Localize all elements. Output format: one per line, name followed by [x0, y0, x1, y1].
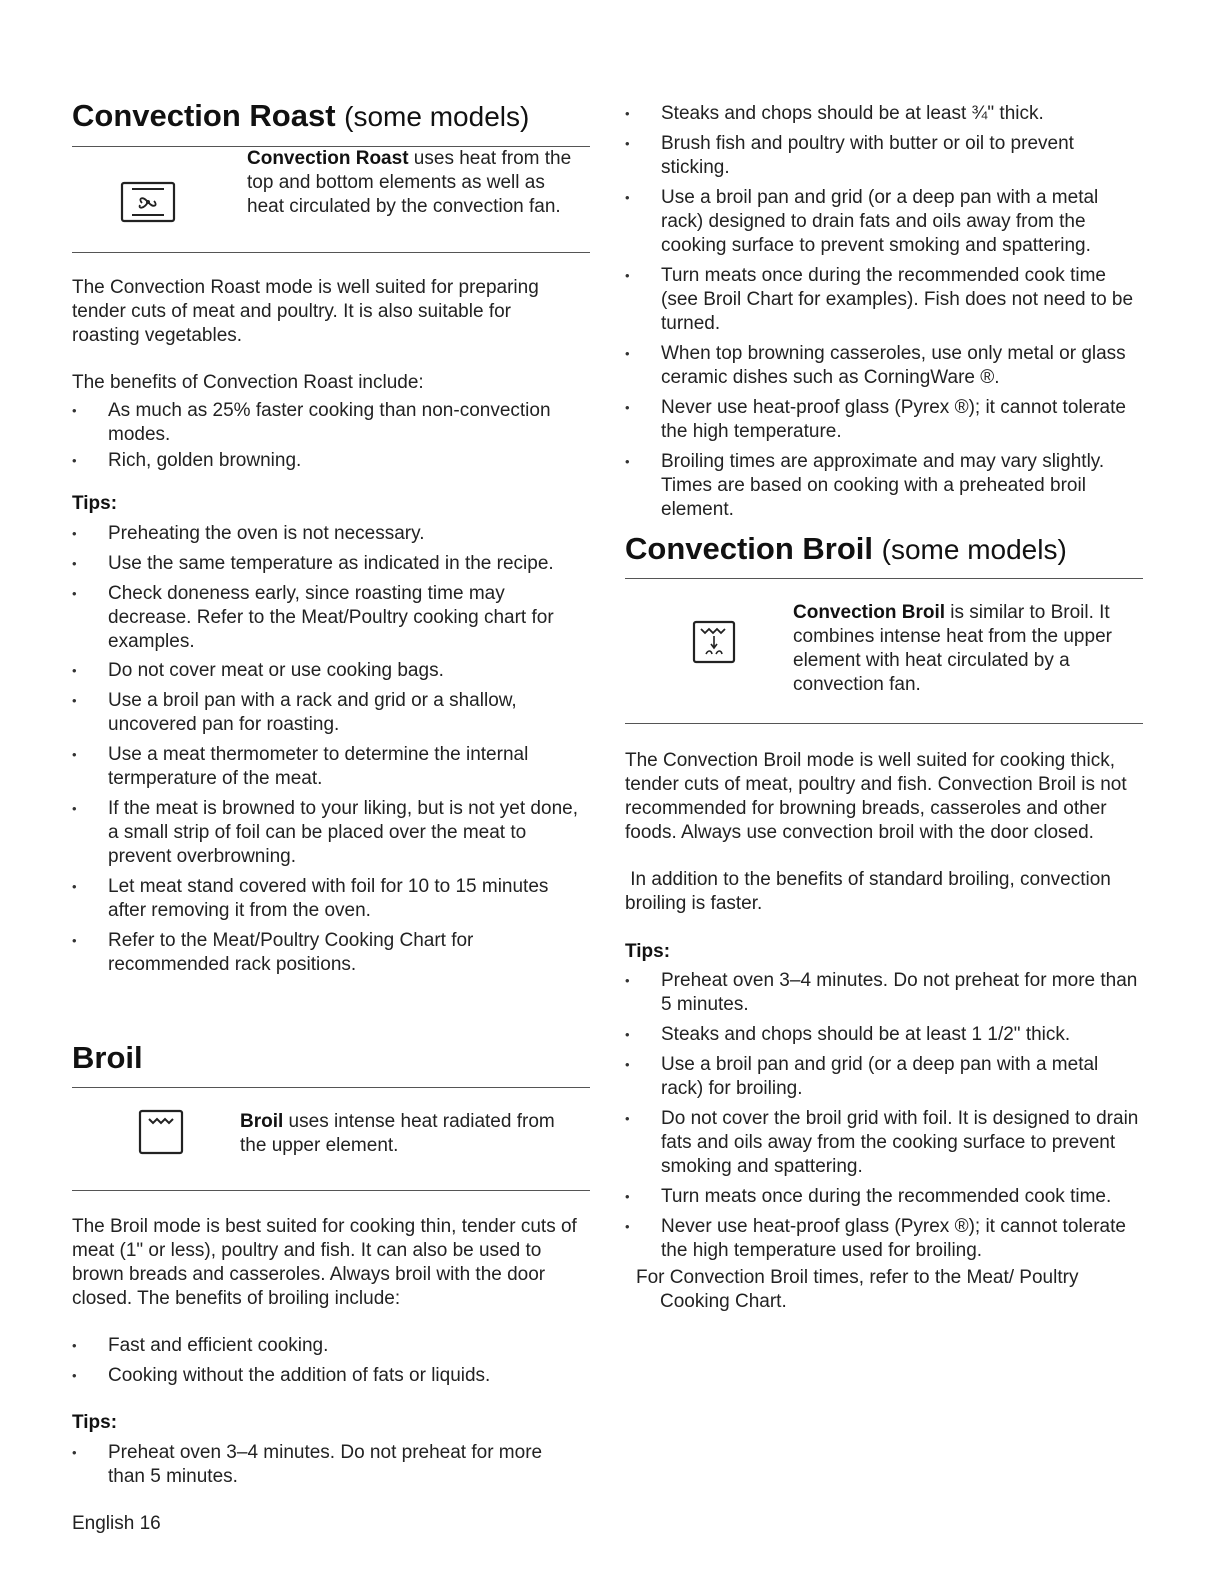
list-item: • Brush fish and poultry with butter or oil to prevent sticking.: [625, 132, 1143, 180]
list-item: • When top browning casseroles, use only metal or glass ceramic dishes such as CorningWare ®.: [625, 342, 1143, 390]
list-item: • Steaks and chops should be at least ¾" thick.: [625, 102, 1143, 126]
heading-qualifier: (some models): [881, 534, 1067, 565]
divider: [625, 578, 1143, 579]
tips-label: Tips:: [72, 1412, 118, 1433]
list-item: • Use the same temperature as indicated in the recipe.: [72, 552, 590, 576]
convection-broil-intro: The Convection Broil mode is well suited for cooking thick, tender cuts of meat, poultry and fish. Convection Broil is not recommended for browning breads, casseroles and other foods. Always use convection broil with the door closed.: [625, 750, 1127, 843]
broil-icon: [138, 1109, 184, 1155]
tips-list: [72, 522, 590, 977]
convection-roast-icon: [120, 181, 176, 223]
list-item: • Cooking without the addition of fats or liquids.: [72, 1364, 590, 1388]
list-item: • Preheat oven 3–4 minutes. Do not preheat for more than 5 minutes.: [72, 1441, 570, 1489]
convection-roast-intro: The Convection Roast mode is well suited for preparing tender cuts of meat and poultry. It is also suitable for roasting vegetables.: [72, 277, 539, 346]
list-item: • Turn meats once during the recommended cook time (see Broil Chart for examples). Fish does not need to be turned.: [625, 264, 1143, 336]
list-item: • Do not cover meat or use cooking bags.: [72, 659, 590, 683]
heading-qualifier: (some models): [344, 101, 530, 132]
convection-broil-tips-list: [625, 969, 1143, 1263]
list-item: • Preheating the oven is not necessary.: [72, 522, 590, 546]
convection-broil-icon: [692, 620, 736, 664]
divider: [72, 1087, 590, 1088]
convection-broil-heading: Convection Broil (some models): [625, 531, 1067, 566]
tips-label: Tips:: [72, 493, 118, 514]
list-item: • Do not cover the broil grid with foil. It is designed to drain fats and oils away from the cooking surface to prevent smoking and spattering.: [625, 1107, 1143, 1179]
broil-benefits-list: [72, 1334, 590, 1388]
list-item: • Never use heat-proof glass (Pyrex ®); it cannot tolerate the high temperature.: [625, 396, 1143, 444]
list-item: • Use a meat thermometer to determine the internal termperature of the meat.: [72, 743, 590, 791]
list-item: • Steaks and chops should be at least 1 1/2" thick.: [625, 1023, 1143, 1047]
broil-tips-continued: [625, 102, 1143, 522]
convection-broil-closing: For Convection Broil times, refer to the Meat/ Poultry Cooking Chart.: [636, 1267, 1079, 1312]
broil-tips-list: [72, 1441, 570, 1489]
list-item: • Check doneness early, since roasting time may decrease. Refer to the Meat/Poultry cooking chart for examples.: [72, 582, 590, 654]
page-footer: English 16: [72, 1513, 161, 1534]
divider: [72, 252, 590, 253]
convection-broil-addition: In addition to the benefits of standard broiling, convection broiling is faster.: [625, 869, 1117, 914]
list-item: • Use a broil pan and grid (or a deep pan with a metal rack) designed to drain fats and oils away from the cooking surface to prevent smoking and spattering.: [625, 186, 1143, 258]
benefits-list: [72, 399, 580, 473]
convection-roast-heading: Convection Roast (some models): [72, 98, 530, 133]
list-item: • Fast and efficient cooking.: [72, 1334, 590, 1358]
convection-roast-description: Convection Roast uses heat from the top and bottom elements as well as heat circulated by the convection fan.: [247, 148, 572, 217]
divider: [625, 723, 1143, 724]
list-item: • If the meat is browned to your liking, but is not yet done, a small strip of foil can be placed over the meat to prevent overbrowning.: [72, 797, 590, 869]
list-item: • Broiling times are approximate and may vary slightly. Times are based on cooking with a preheated broil element.: [625, 450, 1143, 522]
tips-label: Tips:: [625, 941, 671, 962]
list-item: • Refer to the Meat/Poultry Cooking Chart for recommended rack positions.: [72, 929, 590, 977]
list-item: • Preheat oven 3–4 minutes. Do not preheat for more than 5 minutes.: [625, 969, 1143, 1017]
broil-intro: The Broil mode is best suited for cooking thin, tender cuts of meat (1" or less), poultry and fish. It can also be used to brown breads and casseroles. Always broil with the door closed. The benefits of broiling include:: [72, 1216, 577, 1309]
list-item: • As much as 25% faster cooking than non-convection modes.: [72, 399, 580, 447]
list-item: • Use a broil pan and grid (or a deep pan with a metal rack) for broiling.: [625, 1053, 1143, 1101]
divider: [72, 1190, 590, 1191]
convection-broil-description: Convection Broil is similar to Broil. It combines intense heat from the upper element with heat circulated by a convection fan.: [793, 602, 1112, 695]
broil-description: Broil uses intense heat radiated from the upper element.: [240, 1111, 555, 1156]
broil-heading: Broil: [72, 1040, 143, 1075]
list-item: • Turn meats once during the recommended cook time.: [625, 1185, 1143, 1209]
list-item: • Let meat stand covered with foil for 10 to 15 minutes after removing it from the oven.: [72, 875, 590, 923]
list-item: • Never use heat-proof glass (Pyrex ®); it cannot tolerate the high temperature used for broiling.: [625, 1215, 1143, 1263]
list-item: • Use a broil pan with a rack and grid or a shallow, uncovered pan for roasting.: [72, 689, 590, 737]
benefits-intro: The benefits of Convection Roast include:: [72, 372, 424, 393]
list-item: • Rich, golden browning.: [72, 449, 580, 473]
